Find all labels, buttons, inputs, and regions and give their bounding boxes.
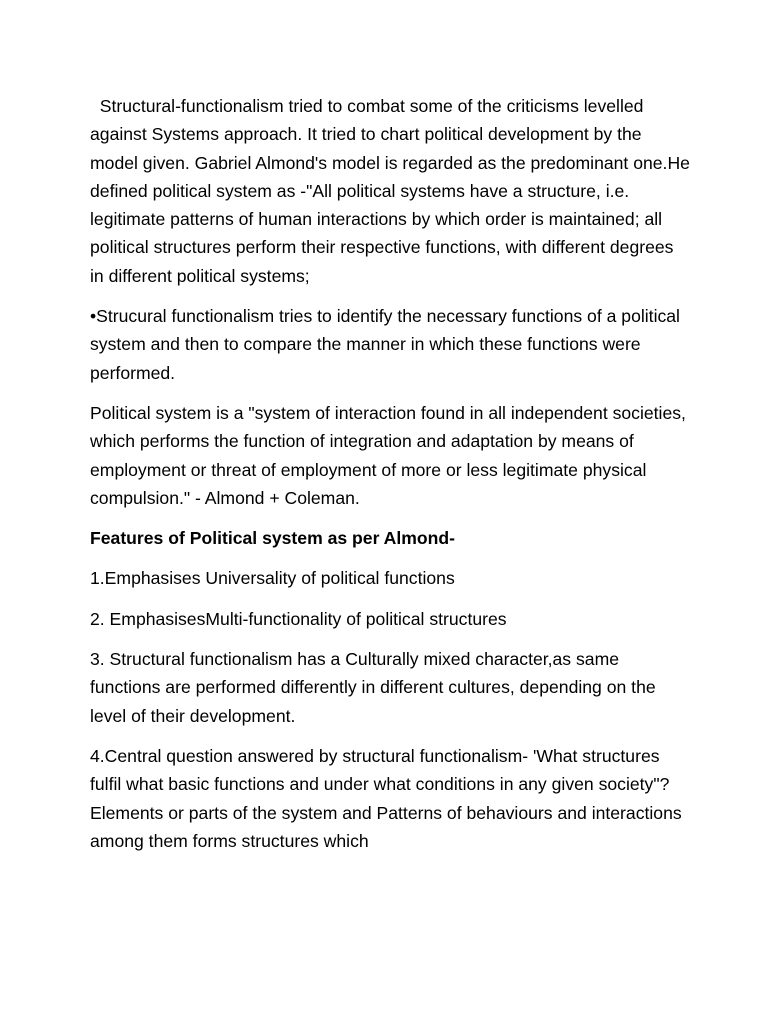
features-heading: Features of Political system as per Almond- [90, 528, 456, 549]
feature-item-1: 1.Emphasises Universality of political functions [90, 568, 455, 589]
document-body [90, 92, 700, 867]
definition-paragraph: Political system is a "system of interaction found in all independent societies, which performs the function of integration and adaptation by means of employment or threat of employment of more or less legitimate physical compulsion." - Almond + Coleman. [90, 402, 691, 508]
feature-item-4: 4.Central question answered by structural functionalism- 'What structures fulfil what basic functions and under what conditions in any given society"? Elements or parts of the system and Patterns of behaviours and interactions among them forms structures which [90, 745, 687, 851]
intro-paragraph: Structural-functionalism tried to combat some of the criticisms levelled against Systems approach. It tried to chart political development by the model given. Gabriel Almond's model is regarded as the predominant one.He defined political system as -"All political systems have a structure, i.e. legitimate patterns of human interactions by which order is maintained; all political structures perform their respective functions, with different degrees in different political systems; [90, 96, 700, 286]
bullet-paragraph: •Strucural functionalism tries to identify the necessary functions of a political system and then to compare the manner in which these functions were performed. [90, 306, 685, 383]
feature-item-3: 3. Structural functionalism has a Culturally mixed character,as same functions are performed differently in different cultures, depending on the level of their development. [90, 649, 661, 726]
feature-item-2: 2. EmphasisesMulti-functionality of political structures [90, 608, 507, 629]
